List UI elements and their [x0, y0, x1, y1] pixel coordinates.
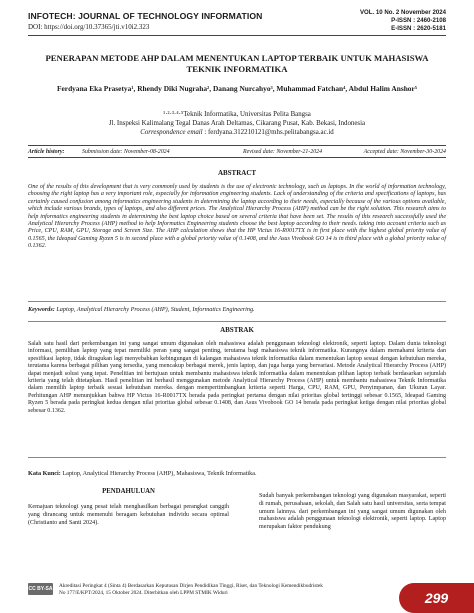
- submission-date: Submission date: November-08-2024: [82, 148, 170, 155]
- accreditation-line1: Akreditasi Peringkat 4 (Sinta 4) Berdasarkan Keputusan Dirjen Pendidikan Tinggi, Riset, dan Teknologi Kemendikbudristek: [59, 583, 323, 589]
- abstrak-section: [28, 321, 446, 458]
- accreditation-line2: No 177/E/KPT/2024, 15 Oktober 2024. Diterbitkan oleh LPPM STMIK Widuri: [59, 589, 228, 596]
- correspondence: [40, 129, 434, 138]
- header-rule: [28, 35, 446, 36]
- accepted-date: Accepted date: November-30-2024: [363, 148, 446, 155]
- keywords-label: Keywords:: [28, 306, 55, 313]
- history-label: Article history:: [28, 148, 65, 155]
- intro-paragraph-left: Kemajuan teknologi yang pesat telah menghasilkan berbagai perangkat canggih yang dirancang untuk memenuhi beragam kebutuhan individu secara optimal (Christianto and Santi 2024).: [28, 504, 229, 526]
- pissn-label: P-ISSN : 2460-2108: [391, 17, 446, 24]
- accreditation-text: [59, 583, 389, 596]
- abstrak-heading: ABSTRAK: [220, 326, 254, 334]
- affiliation-dept: ¹·²·³·⁴·⁵Teknik Informatika, Universitas Pelita Bangsa: [163, 111, 311, 118]
- cc-license-icon[interactable]: CC BY-SA: [28, 583, 53, 595]
- volume-label: VOL. 10 No. 2 November 2024: [359, 9, 446, 16]
- kata-kunci: [28, 470, 446, 477]
- intro-heading: PENDAHULUAN: [102, 488, 155, 495]
- keywords: [28, 306, 446, 313]
- page-footer: [28, 583, 449, 607]
- journal-name: INFOTECH: JOURNAL OF TECHNOLOGY INFORMATION: [28, 11, 263, 21]
- abstract-section: [28, 165, 446, 302]
- keywords-text: Laptop, Analytical Hierarchy Process (AHP), Student, Informatics Engineering.: [56, 306, 255, 313]
- intro-left-column: [28, 488, 229, 527]
- kata-kunci-text: Laptop, Analytical Hierarchy Process (AHP), Mahasiswa, Teknik Informatika.: [62, 470, 257, 477]
- doi-link[interactable]: DOI: https://doi.org/10.37365/jti.v10i2.323: [28, 23, 150, 31]
- correspondence-email[interactable]: : ferdyana.312210121@mhs.pelitabangsa.ac.id: [204, 128, 334, 136]
- abstrak-text: Salah satu hasil dari perkembangan ini yang sangat umum digunakan oleh mahasiswa adalah penggunaan teknologi elektronik, seperti laptop. Dalam dunia teknologi informasi, pemilihan laptop yang tepat memiliki peran yang sangat penting, terutama bagi mahasiswa teknik informatika. Kurangnya dalam memahami kriteria dan spesifikasi laptop, tidak diragukan lagi menyebabkan kebingungan di kalangan mahasiswa teknik informatika dalam menentukan laptop sesuai dengan kebutuhan mereka, terutama karena berbagai pilihan yang tersedia, yang mencakup berbagai merek, jenis laptop, dan juga harga yang bervariasi. Metode Analytical Hierarchy Process (AHP) dapat menjadi solusi yang tepat. Penelitian ini bertujuan untuk membantu mahasiswa teknik informatika dalam menentukan pilihan laptop terbaik berdasarkan sejumlah kriteria yang telah ditetapkan. Hasil penelitian ini berhasil menggunakan metode Analytical Hierarchy Process (AHP) untuk membantu mahasiswa Teknik Informatika dalam memilih laptop terbaik sesuai kebutuhan mereka. dengan mempertimbangkan kriteria seperti Harga, CPU, RAM, GPU, Penyimpanan, dan Ukuran Layar. Perhitungan AHP menunjukkan bahwa HP Victus 16-R0017TX berada pada peringkat pertama dengan nilai prioritas global tertinggi sebesar 0.1565, Ideapad Gaming Ryzen 5 berada pada peringkat kedua dengan nilai prioritas global sebesar 0.1408, dan Asus Vivobook GO 14 berada pada peringkat ketiga dengan nilai prioritas global sebesar 0.1362.: [28, 341, 446, 414]
- affiliation-block: [40, 111, 434, 137]
- paper-title: PENERAPAN METODE AHP DALAM MENENTUKAN LAPTOP TERBAIK UNTUK MAHASISWA TEKNIK INFORMATIKA: [45, 53, 429, 74]
- correspondence-label: Correspondence email: [140, 128, 203, 136]
- eissn-label: E-ISSN : 2620-5181: [391, 25, 446, 32]
- author-list: Ferdyana Eka Prasetya¹, Rhendy Diki Nugraha², Danang Nurcahyo³, Muhammad Fatchan⁴, Abdul Halim Anshor⁵: [57, 84, 417, 93]
- abstract-text: One of the results of this development that is very commonly used by students is the use of electronic technology, such as laptops. In the world of information technology, choosing the right laptop has a very important role, especially for information engineering students. Lack of understanding of the criteria and specifications of laptops, has certainly caused confusion among informatics engineering students in determining the laptop according to their needs, especially because of the various options available, which include various brands, types of laptops, and also different prices. The Analytical Hierarchy Process (AHP) method can be the right solution. This research aims to help informatics engineering students in determining the best laptop choice based on several criteria that have been set. The results of this research successfully used the Analytical Hierarchy Process (AHP) method to help Informatics Engineering students choose the best laptop according to their needs. taking into account criteria such as Price, CPU, RAM, GPU, Storage and Screen Size. The AHP calculation shows that the HP Victus 16-R0017TX is in first place with the highest global priority value of 0.1565, the Ideapad Gaming Ryzen 5 is in second place with a global priority value of 0.1408, and the Asus Vivobook GO 14 is in third place with a global priority value of 0.1362.: [28, 184, 446, 250]
- revised-date: Revised date: November-21-2024: [243, 148, 323, 155]
- article-history: [28, 145, 446, 158]
- page-number: 299: [399, 583, 474, 613]
- abstract-heading: ABSTRACT: [217, 169, 257, 177]
- kata-kunci-label: Kata Kunci:: [28, 470, 61, 477]
- affiliation-address: Jl. Inspeksi Kalimalang Tegal Danas Arah Deltamas, Cikarang Pusat, Kab. Bekasi, Indonesia: [108, 119, 366, 127]
- issue-info: [360, 9, 446, 33]
- intro-right-column: Sudah banyak perkembangan teknologi yang digunakan masyarakat, seperti di rumah, perusahaan, sekolah, dan Salah satu hasil universitas, serta tempat umum lainnya. dari perkembangan ini yang sangat umum digunakan oleh mahasiswa adalah penggunaan teknologi elektronik, seperti laptop. Laptop merupakan faktor pendukung: [259, 493, 446, 531]
